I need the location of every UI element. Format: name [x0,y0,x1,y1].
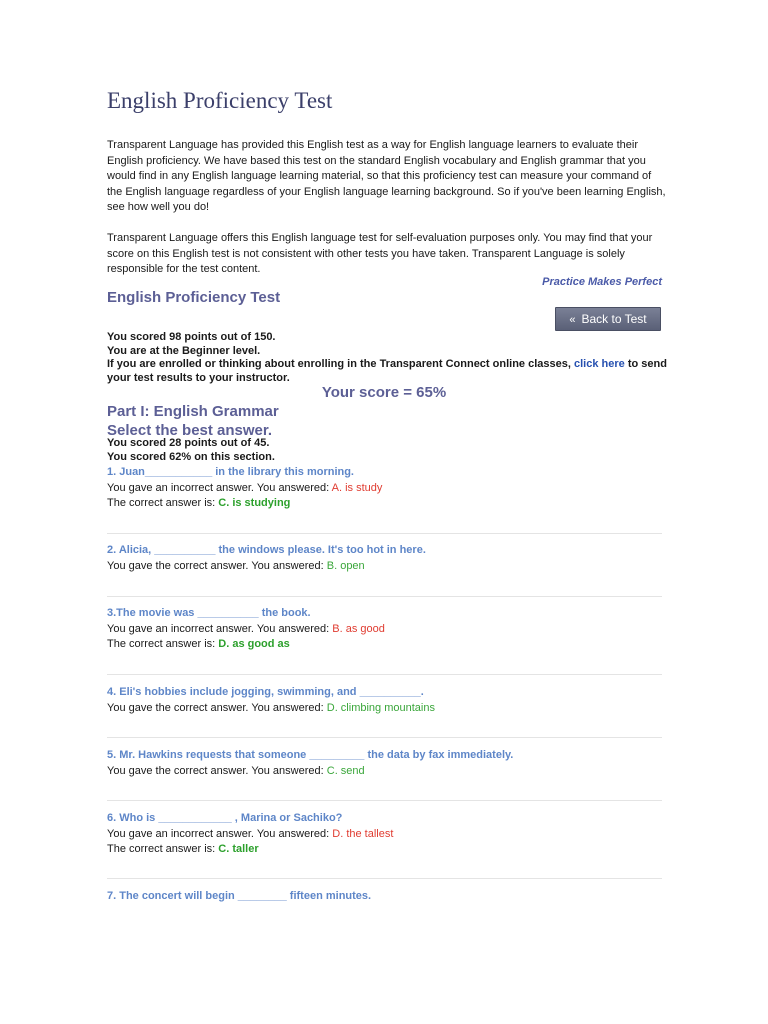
question-text: 4. Eli's hobbies include jogging, swimming, and __________. [107,686,424,698]
answer-prefix: You gave the correct answer. You answered: [107,701,324,714]
page-title: English Proficiency Test [107,88,333,113]
back-to-test-button[interactable] [555,307,661,331]
correct-answer: C. is studying [218,497,291,509]
part-instruction: Select the best answer. [107,422,273,439]
disclaimer-paragraph: Transparent Language offers this English language test for self-evaluation purposes only. You may find that your score on this English test is not consistent with other tests you have taken. Transparent Language is solely responsible for the test content. [107,232,653,275]
enroll-prefix: If you are enrolled or thinking about enrolling in the Transparent Connect online classes, [107,358,571,370]
answer-line [107,701,662,717]
answer-line [107,481,662,497]
question-item [107,685,662,716]
question-text: 7. The concert will begin ________ fifteen minutes. [107,890,372,902]
answer-line [107,559,662,575]
answer-line [107,764,662,780]
incorrect-answer: D. the tallest [332,827,394,840]
divider [107,596,662,597]
tagline: Practice Makes Perfect [542,276,662,288]
enroll-suffix: to send your test results to your instructor. [107,358,667,384]
question-text: 2. Alicia, __________ the windows please. It's too hot in here. [107,544,426,556]
divider [107,674,662,675]
correct-answer: D. as good as [218,638,290,650]
divider [107,800,662,801]
score-summary [107,331,667,385]
divider [107,878,662,879]
part-title: Part I: English Grammar [107,403,279,420]
points-line: You scored 98 points out of 150. [107,331,276,343]
question-item [107,543,662,574]
divider [107,533,662,534]
intro-paragraph: Transparent Language has provided this English test as a way for English language learners to evaluate their English proficiency. We have based this test on the standard English vocabulary and English grammar that you would find in any English language learning material, so that this proficiency test can measure your command of the English language regardless of your English language learning background. So if you've been learning English, see how well you do! [107,139,666,213]
click-here-link[interactable]: click here [573,358,625,370]
part-percent-line: You scored 62% on this section. [107,450,275,463]
correct-prefix: The correct answer is: [107,638,216,650]
correct-answer-line [107,637,662,653]
back-to-test-label: Back to Test [581,312,647,326]
correct-prefix: The correct answer is: [107,497,216,509]
question-item [107,811,662,858]
incorrect-answer: A. is study [331,481,383,494]
question-text: 3.The movie was __________ the book. [107,607,311,619]
answer-line [107,622,662,638]
given-answer: C. send [326,764,365,777]
level-line: You are at the Beginner level. [107,344,261,357]
enroll-line [107,358,667,385]
question-item [107,748,662,779]
question-item [107,606,662,653]
question-text: 1. Juan___________ in the library this morning. [107,466,354,478]
part-points-line: You scored 28 points out of 45. [107,437,270,449]
answer-prefix: You gave the correct answer. You answered: [107,559,324,572]
divider [107,737,662,738]
total-score: Your score = 65% [321,384,447,401]
answer-prefix: You gave an incorrect answer. You answered: [107,827,330,840]
incorrect-answer: B. as good [332,622,385,635]
correct-answer-line [107,496,662,512]
part-heading [107,402,279,440]
answer-prefix: You gave an incorrect answer. You answered: [107,622,330,635]
correct-answer-line [107,842,662,858]
question-text: 6. Who is ____________ , Marina or Sachiko? [107,812,343,824]
given-answer: B. open [326,559,365,572]
given-answer: D. climbing mountains [326,701,435,714]
question-item [107,889,662,905]
correct-prefix: The correct answer is: [107,843,216,855]
question-text: 5. Mr. Hawkins requests that someone _________ the data by fax immediately. [107,749,514,761]
answer-prefix: You gave an incorrect answer. You answered: [107,481,330,494]
part-stats [107,437,275,464]
answer-line [107,827,662,843]
answer-prefix: You gave the correct answer. You answered: [107,764,324,777]
results-heading: English Proficiency Test [107,289,281,306]
question-item [107,465,662,512]
correct-answer: C. taller [218,843,259,855]
double-chevron-left-icon: « [569,314,576,326]
